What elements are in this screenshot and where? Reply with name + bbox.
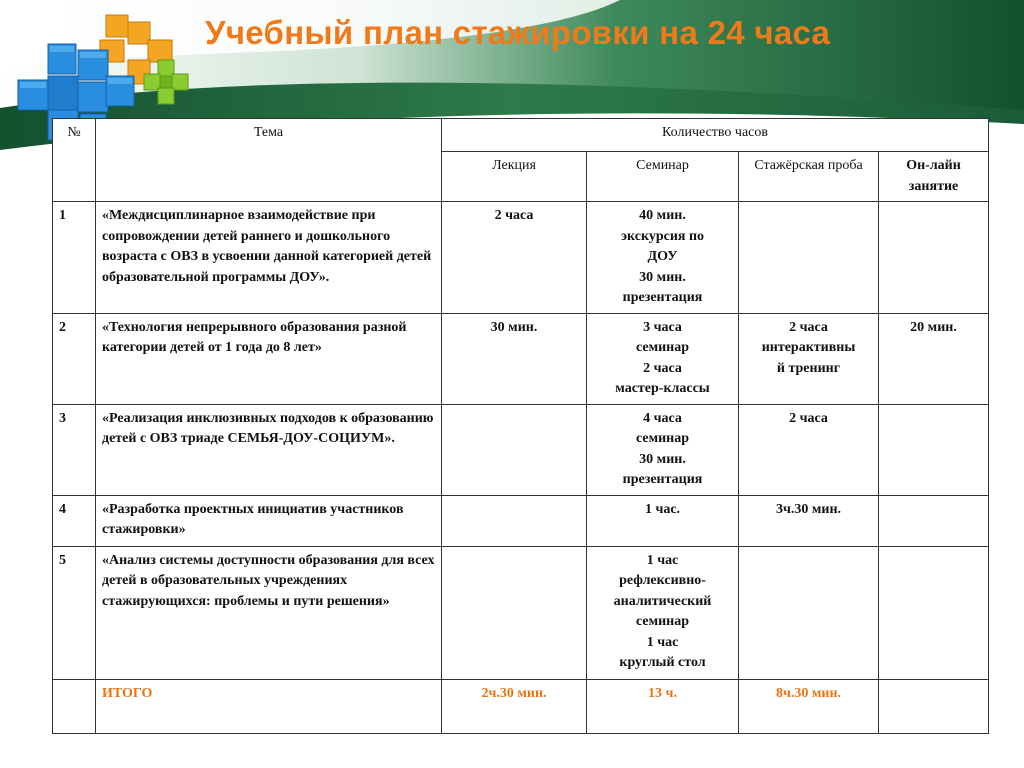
row-online bbox=[879, 202, 989, 314]
seminar-line: круглый стол bbox=[619, 655, 706, 670]
seminar-line: 4 часа bbox=[643, 410, 682, 426]
trial-line: й тренинг bbox=[776, 360, 841, 376]
row-num: 4 bbox=[53, 495, 96, 546]
table-row bbox=[53, 495, 989, 546]
row-seminar: 1 час. bbox=[587, 495, 739, 546]
total-lecture: 2ч.30 мин. bbox=[442, 679, 587, 733]
header-trial: Стажёрская проба bbox=[739, 152, 879, 202]
total-online bbox=[879, 679, 989, 733]
row-trial bbox=[739, 313, 879, 404]
seminar-line: презентация bbox=[622, 472, 703, 487]
total-seminar: 13 ч. bbox=[587, 679, 739, 733]
row-trial: 2 часа bbox=[739, 404, 879, 495]
header-hours-group: Количество часов bbox=[442, 119, 989, 152]
row-seminar bbox=[587, 202, 739, 314]
header-online: Он-лайн занятие bbox=[879, 152, 989, 202]
table-row bbox=[53, 546, 989, 679]
seminar-line: 30 мин. bbox=[639, 269, 686, 285]
row-seminar bbox=[587, 313, 739, 404]
row-lecture: 30 мин. bbox=[442, 313, 587, 404]
seminar-line: аналитический bbox=[613, 593, 712, 609]
header-num: № bbox=[53, 119, 96, 202]
total-trial: 8ч.30 мин. bbox=[739, 679, 879, 733]
seminar-line: семинар bbox=[635, 431, 690, 446]
row-topic: «Междисциплинарное взаимодействие при сопровождении детей раннего и дошкольного возраста с ОВЗ в усвоении данной категорией детей образовательной программы ДОУ». bbox=[96, 202, 442, 314]
row-online bbox=[879, 404, 989, 495]
row-seminar bbox=[587, 404, 739, 495]
page-title: Учебный план стажировки на 24 часа bbox=[205, 14, 831, 51]
header-seminar: Семинар bbox=[587, 152, 739, 202]
row-num: 1 bbox=[53, 202, 96, 314]
row-online bbox=[879, 495, 989, 546]
training-plan-table bbox=[52, 118, 989, 734]
row-num: 5 bbox=[53, 546, 96, 679]
trial-line: интерактивны bbox=[761, 340, 856, 355]
seminar-line: мастер-классы bbox=[615, 381, 710, 396]
total-row bbox=[53, 679, 989, 733]
seminar-line: 3 часа bbox=[643, 319, 682, 335]
table-row bbox=[53, 404, 989, 495]
seminar-line: ДОУ bbox=[647, 249, 678, 264]
row-lecture bbox=[442, 404, 587, 495]
seminar-line: семинар bbox=[635, 614, 690, 629]
seminar-line: 2 часа bbox=[643, 360, 682, 376]
seminar-line: 1 час bbox=[646, 634, 679, 650]
row-topic: «Технология непрерывного образования разной категории детей от 1 года до 8 лет» bbox=[96, 313, 442, 404]
row-trial bbox=[739, 546, 879, 679]
row-num: 3 bbox=[53, 404, 96, 495]
row-trial: 3ч.30 мин. bbox=[739, 495, 879, 546]
row-lecture: 2 часа bbox=[442, 202, 587, 314]
seminar-line: 1 час bbox=[646, 552, 679, 568]
seminar-line: семинар bbox=[635, 340, 690, 355]
total-label: ИТОГО bbox=[96, 679, 442, 733]
seminar-line: 30 мин. bbox=[639, 451, 686, 467]
row-online bbox=[879, 546, 989, 679]
row-topic: «Анализ системы доступности образования для всех детей в образовательных учреждениях стажирующихся: проблемы и пути решения» bbox=[96, 546, 442, 679]
seminar-line: презентация bbox=[622, 290, 703, 305]
seminar-line: рефлексивно- bbox=[619, 573, 706, 588]
table-row bbox=[53, 202, 989, 314]
table-header-row bbox=[53, 119, 989, 152]
row-online: 20 мин. bbox=[879, 313, 989, 404]
row-seminar bbox=[587, 546, 739, 679]
header-topic: Тема bbox=[96, 119, 442, 202]
row-topic: «Разработка проектных инициатив участников стажировки» bbox=[96, 495, 442, 546]
header-lecture: Лекция bbox=[442, 152, 587, 202]
row-num: 2 bbox=[53, 313, 96, 404]
total-num bbox=[53, 679, 96, 733]
seminar-line: экскурсия по bbox=[620, 228, 705, 244]
row-trial bbox=[739, 202, 879, 314]
row-lecture bbox=[442, 546, 587, 679]
trial-line: 2 часа bbox=[789, 319, 828, 335]
row-topic: «Реализация инклюзивных подходов к образованию детей с ОВЗ триаде СЕМЬЯ-ДОУ-СОЦИУМ». bbox=[96, 404, 442, 495]
row-lecture bbox=[442, 495, 587, 546]
seminar-line: 40 мин. bbox=[639, 208, 686, 223]
table-row bbox=[53, 313, 989, 404]
